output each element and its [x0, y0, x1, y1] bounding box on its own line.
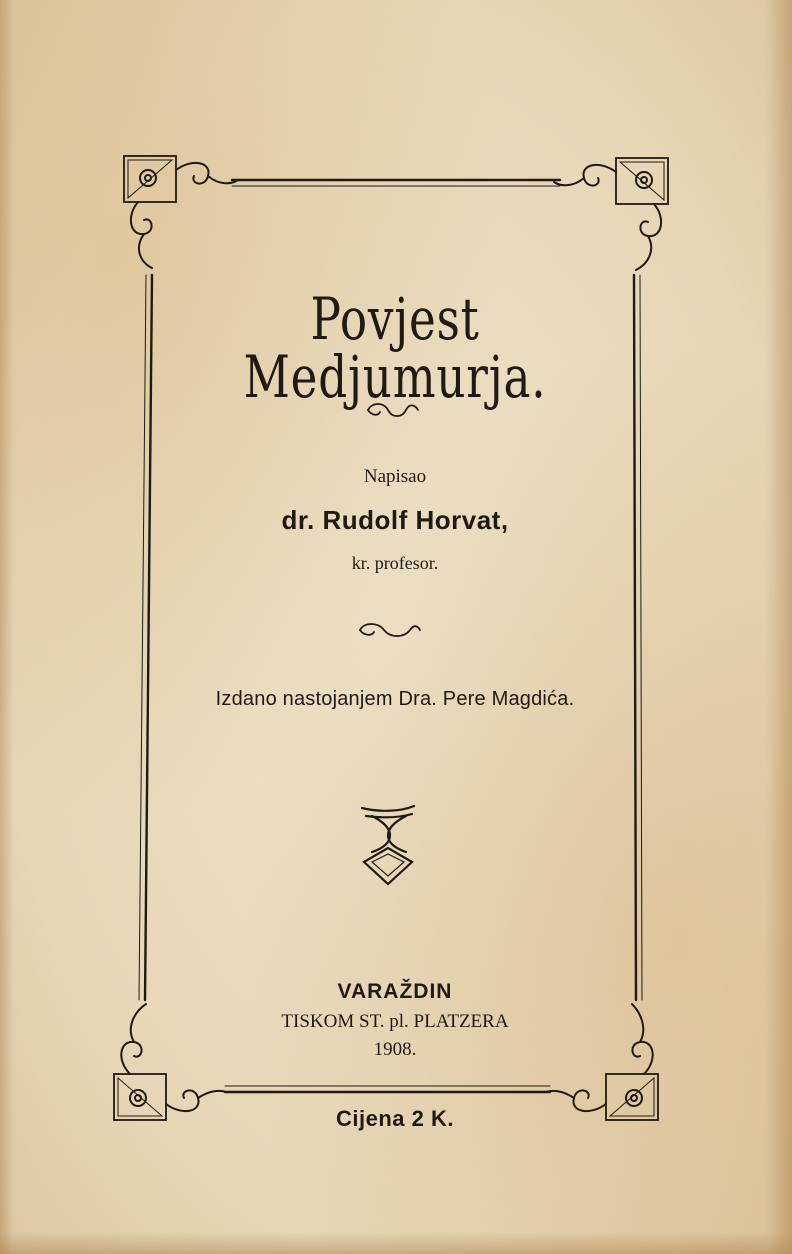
interlace-emblem-icon	[362, 806, 414, 884]
corner-ornament-top-left	[124, 156, 238, 268]
author-name: dr. Rudolf Horvat,	[281, 505, 509, 535]
price-label: Cijena 2 K.	[336, 1106, 454, 1131]
book-title: Povjest Medjumurja.	[243, 285, 547, 411]
printer-name: TISKOM ST. pl. PLATZERA	[281, 1011, 509, 1032]
scroll-divider-icon-2	[360, 624, 420, 636]
author-role: kr. profesor.	[351, 553, 439, 573]
byline-label: Napisao	[363, 466, 427, 487]
publisher-note: Izdano nastojanjem Dra. Pere Magdića.	[215, 688, 575, 710]
publication-city: VARAŽDIN	[337, 980, 453, 1003]
publication-year: 1908.	[373, 1039, 417, 1060]
corner-ornament-top-right	[554, 158, 668, 270]
